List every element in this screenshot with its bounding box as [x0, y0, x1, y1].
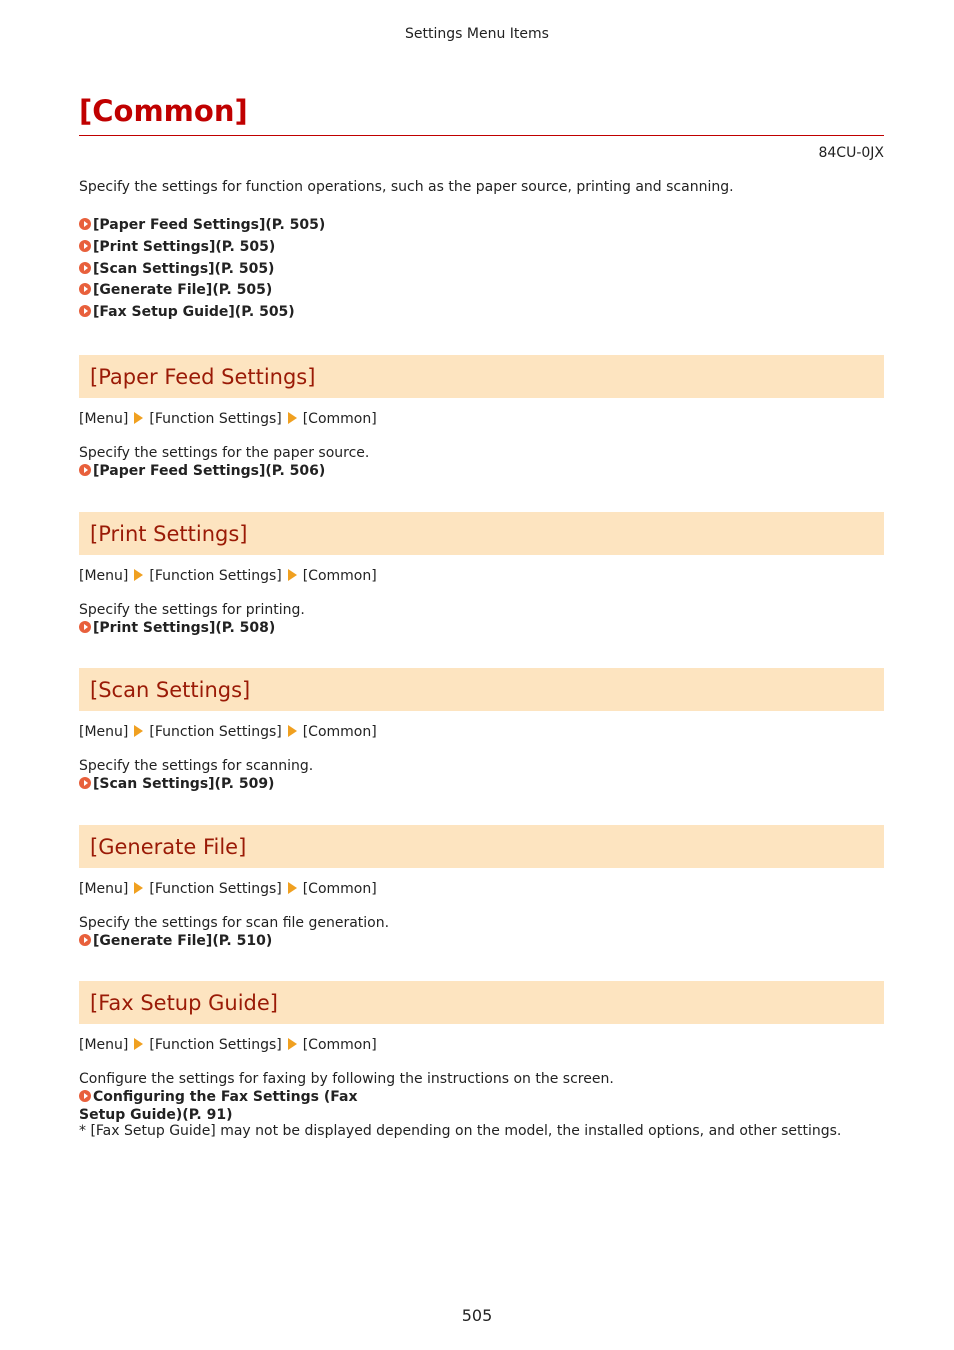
path-arrow-icon: [134, 569, 143, 581]
path-common: [Common]: [302, 411, 377, 427]
configuring-fax-settings-link[interactable]: [79, 1089, 358, 1105]
list-item[interactable]: [79, 215, 325, 237]
section-description: [79, 757, 884, 793]
menu-path: [79, 879, 884, 899]
link-text[interactable]: [Fax Setup Guide](P. 505): [93, 304, 295, 321]
description-text: Specify the settings for scanning.: [79, 758, 314, 774]
list-item[interactable]: [79, 259, 325, 281]
path-arrow-icon: [134, 412, 143, 424]
print-settings-link[interactable]: [79, 620, 275, 636]
path-menu: [Menu]: [79, 881, 129, 897]
link-arrow-icon: [79, 777, 91, 789]
path-function-settings: [Function Settings]: [149, 881, 282, 897]
path-menu: [Menu]: [79, 568, 129, 584]
page-number: 505: [461, 1306, 493, 1325]
path-arrow-icon: [288, 412, 297, 424]
menu-path: [79, 409, 884, 429]
section-scan-settings: [79, 668, 884, 793]
path-menu: [Menu]: [79, 724, 129, 740]
section-header: [79, 668, 884, 711]
section-header: [79, 512, 884, 555]
description-text: Configure the settings for faxing by following the instructions on the screen.: [79, 1071, 614, 1087]
path-common: [Common]: [302, 881, 377, 897]
section-description: [79, 601, 884, 637]
configuring-fax-settings-link-continued[interactable]: Setup Guide)(P. 91): [79, 1107, 233, 1123]
section-link-list: [79, 215, 325, 324]
link-text[interactable]: [Paper Feed Settings](P. 506): [93, 463, 326, 479]
running-header: Settings Menu Items: [405, 26, 549, 42]
generate-file-link[interactable]: [79, 933, 272, 949]
scan-settings-link[interactable]: [79, 776, 274, 792]
path-function-settings: [Function Settings]: [149, 411, 282, 427]
link-text[interactable]: [Generate File](P. 505): [93, 282, 273, 299]
link-text[interactable]: [Generate File](P. 510): [93, 933, 273, 949]
link-arrow-icon: [79, 218, 91, 230]
list-item[interactable]: [79, 237, 325, 259]
section-description: [79, 1070, 884, 1124]
link-text[interactable]: [Print Settings](P. 505): [93, 238, 276, 255]
page-title: [Common]: [79, 94, 248, 128]
section-title: [Generate File]: [90, 834, 247, 859]
section-print-settings: [79, 512, 884, 637]
menu-path: [79, 566, 884, 586]
section-header: [79, 355, 884, 398]
list-item[interactable]: [79, 302, 325, 324]
path-arrow-icon: [288, 569, 297, 581]
menu-path: [79, 722, 884, 742]
section-title: [Print Settings]: [90, 521, 248, 546]
path-arrow-icon: [288, 1038, 297, 1050]
path-menu: [Menu]: [79, 1037, 129, 1053]
footnote: * [Fax Setup Guide] may not be displayed depending on the model, the installed options, and other settings.: [79, 1123, 842, 1139]
section-description: [79, 914, 884, 950]
list-item[interactable]: [79, 280, 325, 302]
section-title: [Scan Settings]: [90, 677, 251, 702]
section-paper-feed-settings: [79, 355, 884, 480]
intro-text: Specify the settings for function operations, such as the paper source, printing and scanning.: [79, 179, 734, 195]
link-arrow-icon: [79, 305, 91, 317]
description-line-1: [79, 1070, 884, 1106]
document-code: 84CU-0JX: [818, 145, 884, 161]
path-arrow-icon: [134, 725, 143, 737]
link-text[interactable]: [Scan Settings](P. 509): [93, 776, 275, 792]
path-arrow-icon: [134, 882, 143, 894]
link-arrow-icon: [79, 240, 91, 252]
description-text: Specify the settings for printing.: [79, 602, 305, 618]
path-function-settings: [Function Settings]: [149, 568, 282, 584]
link-arrow-icon: [79, 283, 91, 295]
path-common: [Common]: [302, 1037, 377, 1053]
title-divider: [79, 135, 884, 136]
path-function-settings: [Function Settings]: [149, 724, 282, 740]
link-arrow-icon: [79, 1090, 91, 1102]
description-text: Specify the settings for scan file generation.: [79, 915, 390, 931]
path-arrow-icon: [288, 725, 297, 737]
link-arrow-icon: [79, 934, 91, 946]
link-arrow-icon: [79, 621, 91, 633]
path-arrow-icon: [134, 1038, 143, 1050]
link-arrow-icon: [79, 464, 91, 476]
link-text[interactable]: [Print Settings](P. 508): [93, 620, 276, 636]
menu-path: [79, 1035, 884, 1055]
path-menu: [Menu]: [79, 411, 129, 427]
paper-feed-settings-link[interactable]: [79, 463, 325, 479]
link-text[interactable]: Configuring the Fax Settings (Fax: [93, 1089, 358, 1105]
path-arrow-icon: [288, 882, 297, 894]
section-header: [79, 825, 884, 868]
section-fax-setup-guide: [79, 981, 884, 1124]
path-common: [Common]: [302, 568, 377, 584]
path-function-settings: [Function Settings]: [149, 1037, 282, 1053]
section-title: [Fax Setup Guide]: [90, 990, 278, 1015]
link-text[interactable]: [Paper Feed Settings](P. 505): [93, 217, 326, 233]
link-text[interactable]: [Scan Settings](P. 505): [93, 260, 275, 277]
section-header: [79, 981, 884, 1024]
description-text: Specify the settings for the paper source.: [79, 445, 370, 461]
section-generate-file: [79, 825, 884, 950]
section-description: [79, 444, 884, 480]
path-common: [Common]: [302, 724, 377, 740]
link-arrow-icon: [79, 262, 91, 274]
section-title: [Paper Feed Settings]: [90, 364, 316, 389]
